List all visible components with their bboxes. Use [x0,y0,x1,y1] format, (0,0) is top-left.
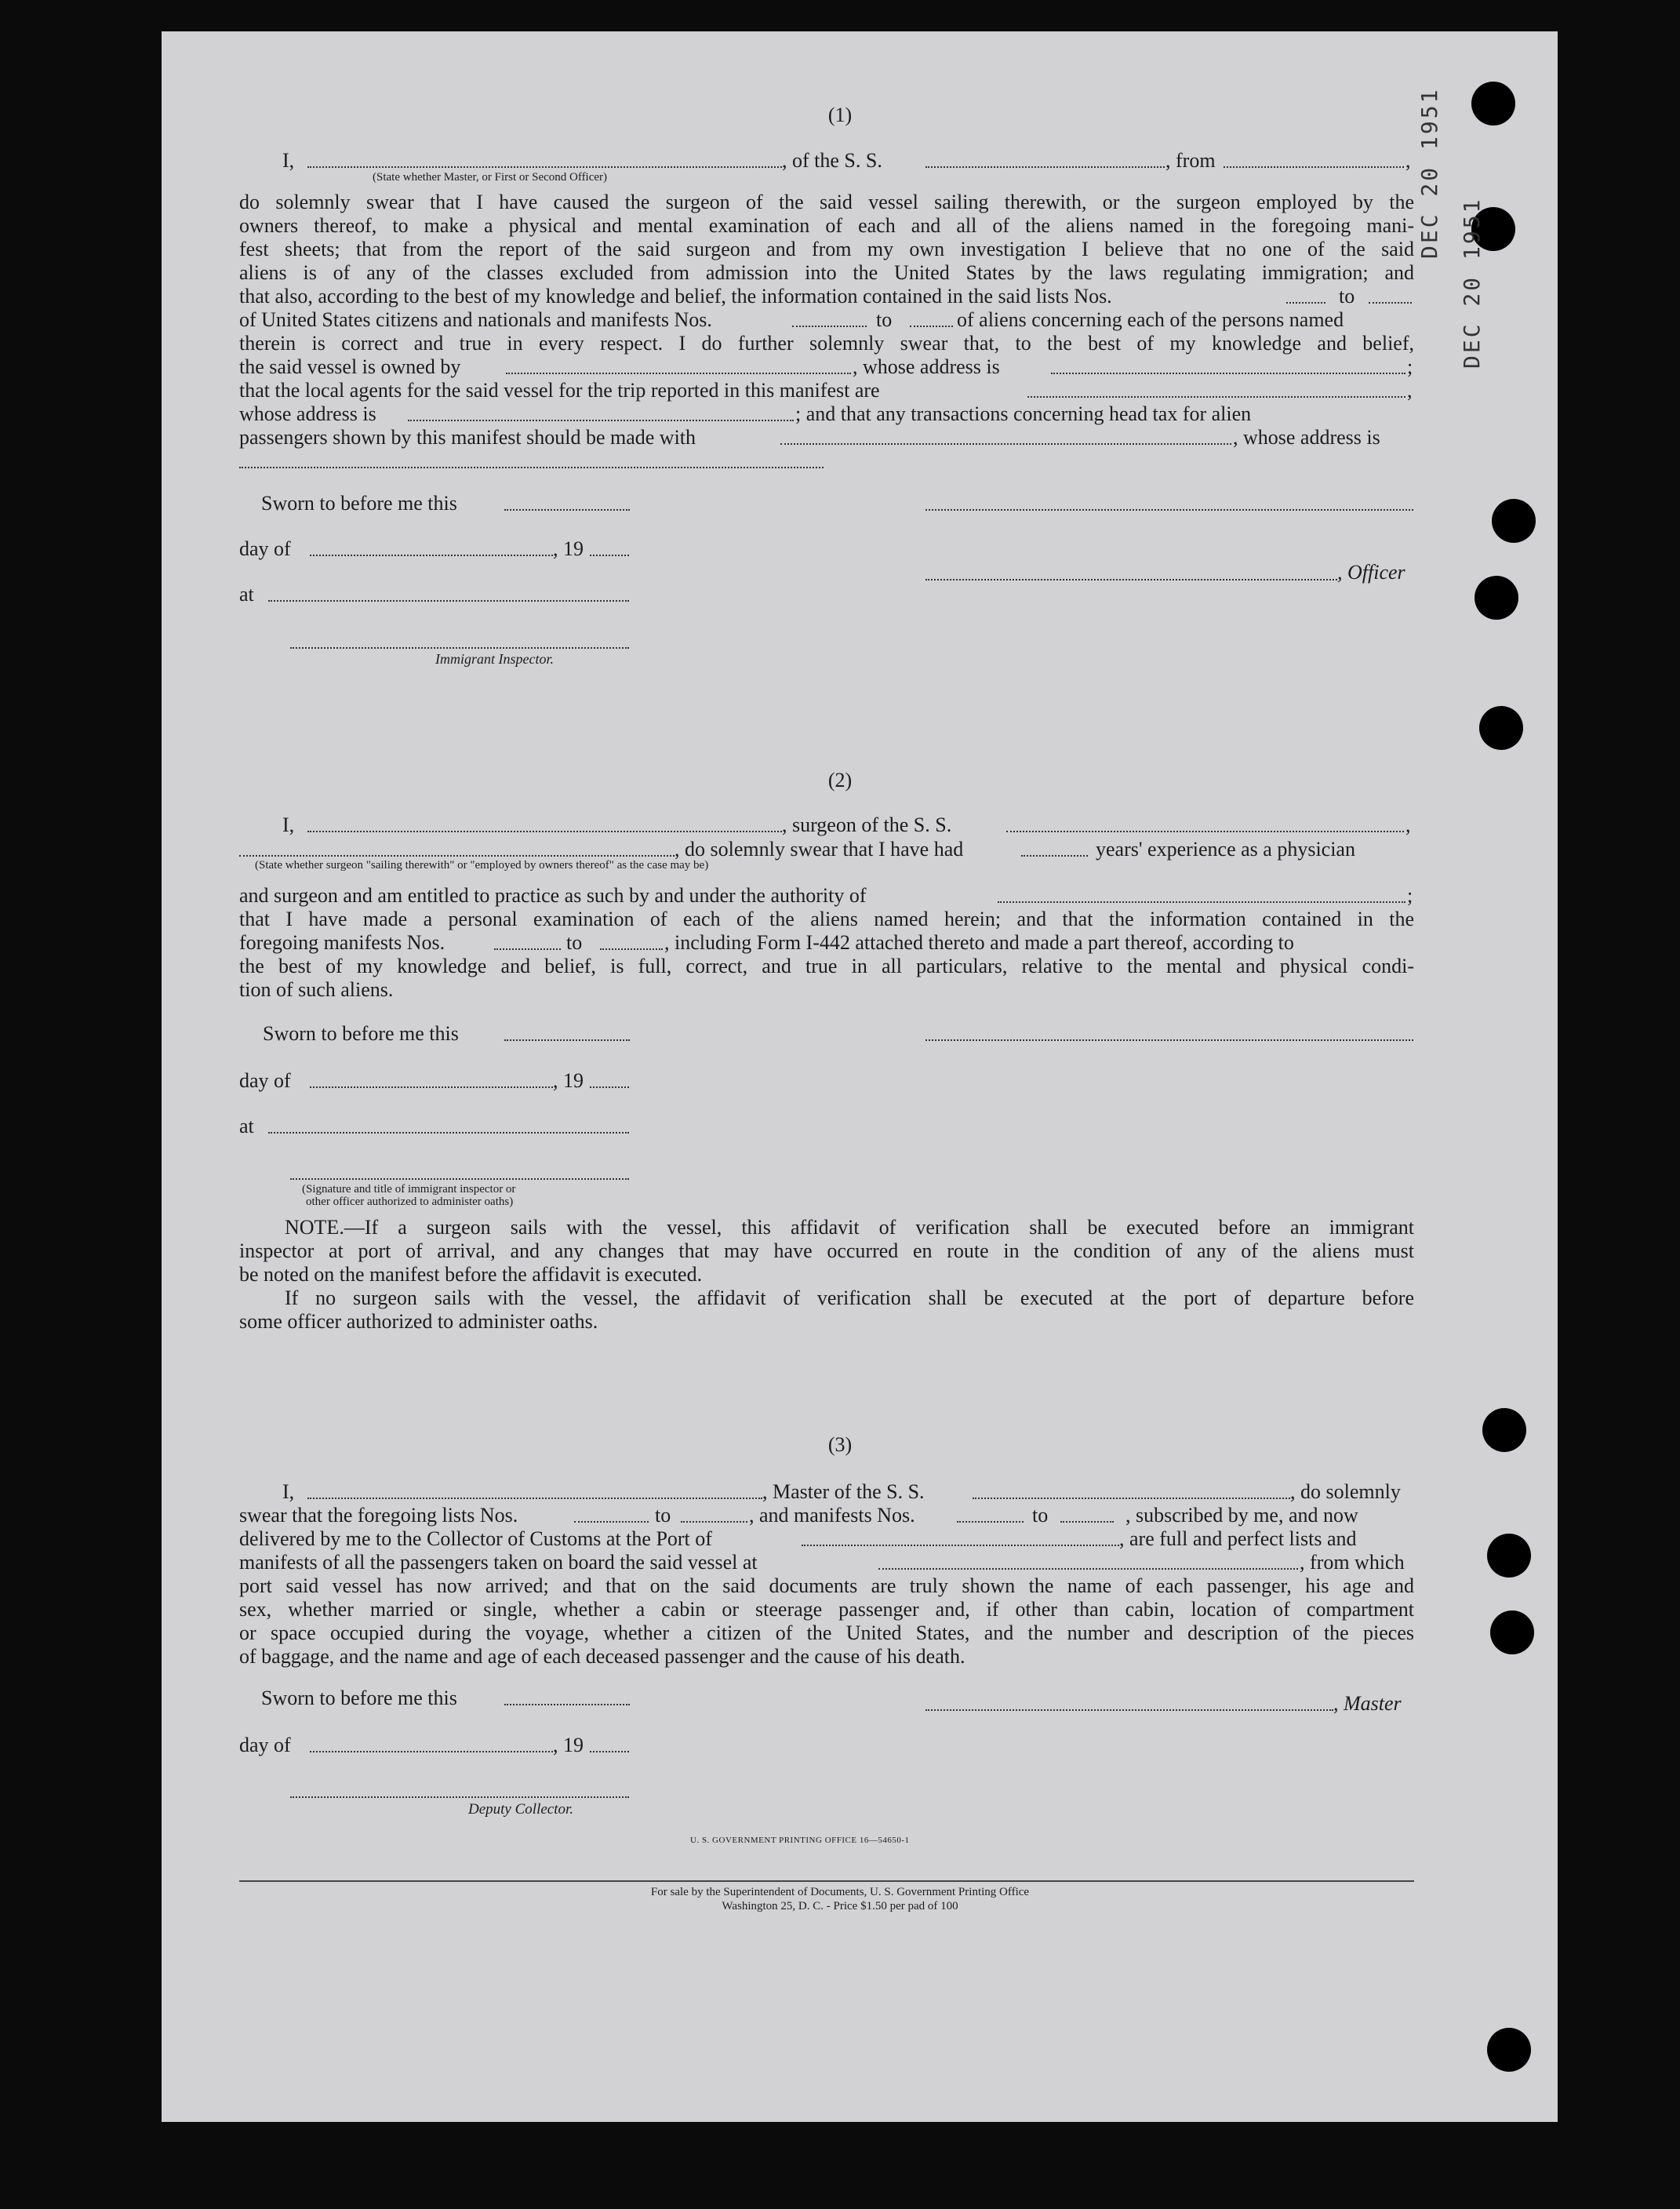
s1-sworn-day-field[interactable] [504,508,630,511]
s2-row6 [239,955,1414,978]
s3-body-row: sex, whether married or single, whether a cabin or steerage passenger and, if other than cabin, location of compartment [239,1598,1414,1621]
s2-semicolon: ; [1407,884,1413,907]
s3-master-name-field[interactable] [307,1496,762,1499]
s3-subscribed-text: , subscribed by me, and now [1125,1504,1358,1527]
s1-oath-row: do solemnly swear that I have caused the surgeon of the said vessel sailing therewith, or the surgeon employed by the [239,191,1414,213]
received-date-stamp: DEC 20 1951 [1416,87,1442,259]
s2-row4-text: that I have made a personal examination of each of the aliens named herein; and that the information contained in the [239,908,1414,930]
s1-row5-to: to [1339,285,1355,308]
s1-sworn-label: Sworn to before me this [261,492,457,515]
s3-body-row: or space occupied during the voyage, whether a citizen of the United States, and the number and description of the pieces [239,1621,1414,1644]
sale-notice [0,1885,1680,1913]
s1-manifests-to-field[interactable] [910,324,953,327]
s3-dayof-label: day of [239,1734,291,1756]
s2-manifests-to-field[interactable] [600,947,663,950]
s2-note-row: some officer authorized to administer oaths. [239,1310,598,1333]
s2-years-field[interactable] [1021,853,1088,857]
s2-surgeon-name-field[interactable] [307,829,782,832]
s1-row7 [239,332,1414,355]
s1-officer-signature-field[interactable] [925,508,1413,511]
punch-hole [1479,706,1523,750]
s1-year-label: , 19 [553,537,584,560]
s3-body-row: port said vessel has now arrived; and that on the said documents are truly shown the name of each passenger, his age and [239,1574,1414,1597]
s2-vessel-name-field[interactable] [1006,829,1404,832]
section-2-number: (2) [827,769,853,792]
s1-rank-hint: (State whether Master, or First or Second Officer) [373,171,608,184]
s3-dayof-field[interactable] [310,1749,553,1752]
s2-sworn-day-field[interactable] [504,1038,630,1041]
s1-headtax-address-field[interactable] [239,465,824,468]
s1-officer-label: , Officer [1337,561,1405,584]
sale-notice-line-1: For sale by the Superintendent of Documents, U. S. Government Printing Office [650,1886,1030,1898]
s1-row6-to: to [876,308,893,331]
s2-note-row: inspector at port of arrival, and any changes that may have occurred en route in the condition of any of the aliens must [239,1239,1414,1262]
s2-manifests-to: to [566,931,583,954]
s2-dayof-field[interactable] [310,1085,553,1088]
s3-manifests-to-field[interactable] [1060,1519,1114,1523]
s3-sworn-label: Sworn to before me this [261,1687,457,1709]
s3-deputy-signature-field[interactable] [290,1795,629,1798]
s3-master-of-ss-label: , Master of the S. S. [762,1480,925,1503]
s1-headtax-text: ; and that any transactions concerning head tax for alien [795,402,1252,425]
s3-body [239,1574,1414,1669]
s2-note-row: If no surgeon sails with the vessel, the affidavit of verification shall be executed at the port of departure before [285,1286,1414,1309]
s2-authority-label: and surgeon and am entitled to practice as such by and under the authority of [239,884,867,907]
s2-signature-hint-1: (Signature and title of immigrant inspector or [302,1183,516,1195]
s1-of-ss-label: , of the S. S. [782,149,882,172]
s3-from-which-text: , from which [1300,1551,1405,1574]
s3-manifests-label: , and manifests Nos. [749,1504,915,1527]
s1-oath-row: aliens is of any of the classes excluded from admission into the United States by the laws regulating immigration; and [239,261,1414,284]
s2-swear-text: , do solemnly swear that I have had [675,838,964,861]
s1-comma: , [1405,149,1411,172]
s1-headtax-party-field[interactable] [780,442,1231,445]
s1-owner-label: the said vessel is owned by [239,355,461,378]
s1-agents-label: that the local agents for the said vessel for the trip reported in this manifest are [239,379,880,402]
section-3-number: (3) [827,1433,853,1456]
s1-manifests-from-field[interactable] [792,324,867,327]
s3-sworn-day-field[interactable] [504,1702,630,1705]
s2-surgeon-status-field[interactable] [239,853,675,857]
s1-row6-text: of United States citizens and nationals and manifests Nos. [239,308,712,331]
s1-headtax-address-label: , whose address is [1233,426,1380,449]
s1-i-label: I, [282,149,295,172]
s1-vessel-name-field[interactable] [925,165,1165,168]
s1-inspector-label: Immigrant Inspector. [435,651,554,667]
s3-port-label: delivered by me to the Collector of Customs at the Port of [239,1527,712,1550]
s1-owner-address-field[interactable] [1051,371,1405,374]
punch-hole [1487,2028,1531,2072]
s3-lists-label: swear that the foregoing lists Nos. [239,1504,518,1527]
s3-perfect-lists-text: , are full and perfect lists and [1119,1527,1357,1550]
s1-lists-from-field[interactable] [1286,300,1325,304]
s2-comma: , [1405,813,1411,836]
s2-dayof-label: day of [239,1069,291,1092]
s1-from-label: , from [1165,149,1216,172]
s2-status-hint: (State whether surgeon "sailing therewith" or "employed by owners thereof" as the case may be) [255,859,709,872]
s1-row6-tail: of aliens concerning each of the persons named [957,308,1344,331]
s1-oath-row: fest sheets; that from the report of the said surgeon and from my own investigation I believe that no one of the said [239,238,1414,260]
punch-hole [1487,1534,1531,1578]
s3-port-field[interactable] [802,1543,1119,1546]
s2-row7-text: tion of such aliens. [239,978,394,1001]
gpo-imprint: U. S. GOVERNMENT PRINTING OFFICE 16—54650-1 [690,1836,910,1845]
s3-boarded-at-field[interactable] [878,1567,1298,1570]
s3-master-label: , Master [1333,1692,1402,1715]
s1-oath-row: owners thereof, to make a physical and mental examination of each and all of the aliens named in the foregoing mani- [239,214,1414,237]
s2-manifests-label: foregoing manifests Nos. [239,931,445,954]
s2-sworn-label: Sworn to before me this [263,1022,459,1045]
s1-lists-to-field[interactable] [1369,300,1412,304]
s1-headtax-label: passengers shown by this manifest should be made with [239,426,696,449]
s1-inspector-signature-field[interactable] [290,646,629,649]
s1-owner-field[interactable] [506,371,851,374]
s2-officer-signature-field[interactable] [290,1177,629,1180]
punch-hole [1475,576,1518,620]
s3-lists-to: to [655,1504,671,1527]
s1-semicolon: ; [1407,355,1413,378]
s1-row5-text: that also, according to the best of my knowledge and belief, the information contained in the said lists Nos. [239,285,1112,308]
s3-year-label: , 19 [553,1734,584,1756]
s2-signature-hint-2: other officer authorized to administer oaths) [306,1195,514,1208]
sale-notice-line-2: Washington 25, D. C. - Price $1.50 per pad of 100 [722,1900,958,1912]
s1-agents-address-label: whose address is [239,402,376,425]
s3-i-label: I, [282,1480,295,1503]
s2-surgeon-signature-field[interactable] [925,1038,1413,1041]
s2-note [239,1216,1414,1334]
received-date-stamp: DEC 20 1951 [1459,197,1485,369]
s3-manifests-to: to [1032,1504,1049,1527]
s2-surgeon-of-ss-label: , surgeon of the S. S. [782,813,952,836]
s3-solemnly-text: , do solemnly [1290,1480,1401,1503]
s2-at-label: at [239,1115,254,1137]
s3-deputy-label: Deputy Collector. [468,1801,574,1818]
s3-lists-to-field[interactable] [681,1519,747,1523]
s1-from-port-field[interactable] [1224,165,1404,168]
s1-officer-rank-field[interactable] [307,165,782,168]
s1-owner-address-label: , whose address is [853,355,1000,378]
s1-at-field[interactable] [268,599,629,602]
s1-agents-address-field[interactable] [408,418,794,421]
punch-hole [1492,499,1536,543]
s3-master-signature-field[interactable] [925,1708,1333,1711]
footer-rule [239,1880,1414,1882]
s2-year-label: , 19 [553,1069,584,1092]
s1-at-label: at [239,583,254,606]
s3-lists-from-field[interactable] [574,1519,649,1523]
s3-body-row: of baggage, and the name and age of each deceased passenger and the cause of his death. [239,1645,965,1668]
s1-dayof-field[interactable] [310,553,553,556]
s3-boarded-at-label: manifests of all the passengers taken on board the said vessel at [239,1551,758,1574]
s3-manifests-from-field[interactable] [957,1519,1024,1523]
s2-manifests-from-field[interactable] [494,947,561,950]
s2-experience-text: years' experience as a physician [1096,838,1355,861]
s2-form-text: , including Form I-442 attached thereto and made a part thereof, according to [664,931,1294,954]
s2-note-row: NOTE.—If a surgeon sails with the vessel, this affidavit of verification shall be executed before an immigrant [285,1216,1414,1239]
section-1-number: (1) [827,104,853,126]
s2-authority-field[interactable] [998,900,1405,903]
s1-row7-text: therein is correct and true in every respect. I do further solemnly swear that, to the best of my knowledge and belief, [239,332,1414,355]
s2-at-field[interactable] [268,1130,629,1134]
s1-agents-comma: , [1407,379,1413,402]
s2-i-label: I, [282,813,295,836]
punch-hole [1490,1610,1534,1654]
s3-vessel-name-field[interactable] [973,1496,1290,1499]
s2-note-row: be noted on the manifest before the affidavit is executed. [239,1263,703,1286]
s1-dayof-label: day of [239,537,291,560]
s1-agents-field[interactable] [1027,395,1405,398]
s2-year-field[interactable] [590,1085,629,1088]
s1-oath-text [239,191,1414,285]
s2-row6-text: the best of my knowledge and belief, is full, correct, and true in all particulars, relative to the mental and physical condi- [239,955,1414,977]
s2-row4 [239,908,1414,931]
s3-year-field[interactable] [590,1749,629,1752]
s1-year-field[interactable] [590,553,629,556]
s1-officer-title-field[interactable] [925,577,1337,580]
